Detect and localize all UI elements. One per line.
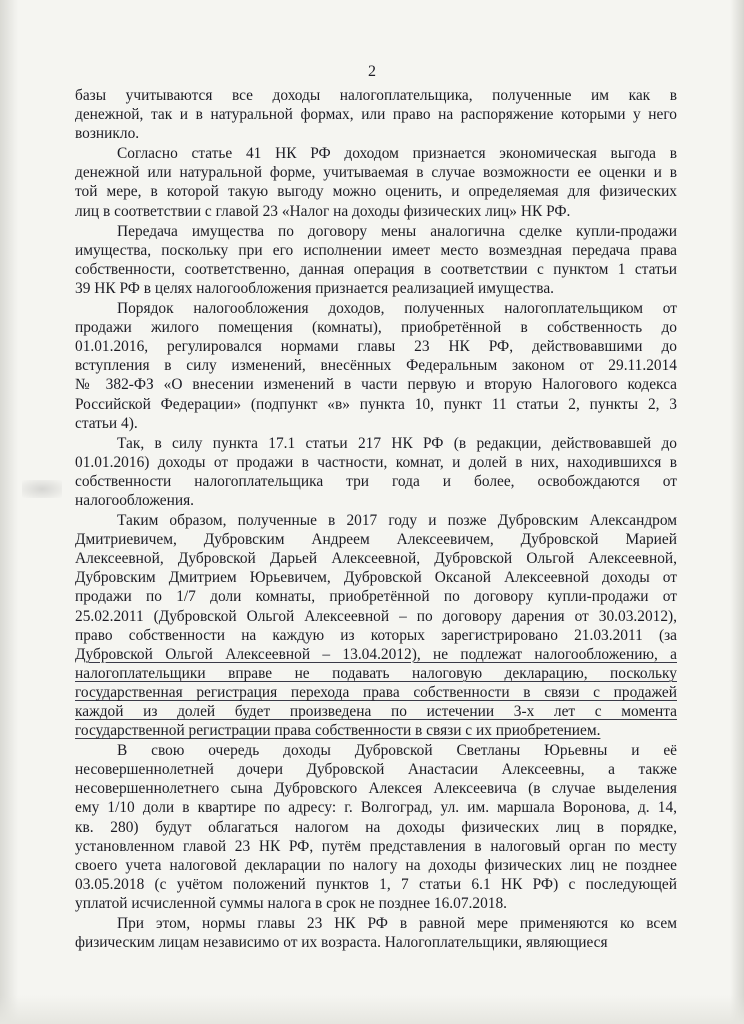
document-body [75, 86, 677, 953]
text-line: Российской Федерации» (подпункт «в» пункта 10, пункт 11 статьи 2, пункты 2, 3 [75, 395, 677, 413]
text-line: В свою очередь доходы Дубровской Светланы Юрьевны и её [117, 742, 677, 760]
text-line: государственной регистрации права собственности в связи с их приобретением. [75, 722, 601, 740]
paragraph [75, 511, 677, 740]
text-line: Таким образом, полученные в 2017 году и позже Дубровским Александром [117, 512, 677, 530]
text-line: денежной, так и в натуральной формах, или право на распоряжение которыми у него [75, 106, 677, 124]
text-line: той мере, в которой такую выгоду можно оценить, и определяемая для физических [75, 183, 677, 201]
text-line: Порядок налогообложения доходов, полученных налогоплательщиком от [117, 300, 677, 318]
paragraph [75, 86, 677, 143]
text-line: денежной или натуральной форме, учитываемая в случае возможности ее оценки и в [75, 164, 677, 182]
scan-smudge-mark [22, 480, 62, 498]
text-line: право собственности на каждую из которых зарегистрировано 21.03.2011 (за [75, 626, 677, 644]
text-line: Так, в силу пункта 17.1 статьи 217 НК РФ (в редакции, действовавшей до [117, 434, 677, 452]
paragraph [75, 434, 677, 510]
text-line: Дубровским Дмитрием Юрьевичем, Дубровской Оксаной Алексеевной доходы от [75, 569, 677, 587]
text-line: Алексеевной, Дубровской Дарьей Алексеевной, Дубровской Ольгой Алексеевной, [75, 550, 677, 568]
text-line: 01.01.2016) доходы от продажи в частности, комнат, и долей в них, находившихся в [75, 453, 677, 471]
scan-bottom-shadow [0, 995, 744, 1024]
text-line: физическим лицам независимо от их возраста. Налогоплательщики, являющиеся [75, 934, 608, 952]
text-line: базы учитываются все доходы налогоплательщика, полученные им как в [75, 87, 677, 104]
text-line: Передача имущества по договору мены аналогична сделке купли-продажи [117, 222, 677, 240]
scan-edge-shadow-right [730, 0, 744, 1024]
scan-edge-shadow-left [0, 0, 18, 1024]
paragraph [75, 741, 677, 913]
text-line: статьи 4). [75, 414, 138, 432]
text-line: вступления в силу изменений, внесённых Федеральным законом от 29.11.2014 [75, 357, 677, 375]
text-line: собственности налогоплательщика три года и более, освобождаются от [75, 472, 677, 490]
text-line: государственная регистрация перехода права собственности в связи с продажей [75, 683, 677, 701]
text-line: кв. 280) будут облагаться налогом на доходы физических лиц в порядке, [75, 818, 677, 836]
text-line: № 382-ФЗ «О внесении изменений в части первую и вторую Налогового кодекса [75, 376, 677, 394]
text-line: ему 1/10 доли в квартире по адресу: г. Волгоград, ул. им. маршала Воронова, д. 14, [75, 799, 677, 817]
text-line: уплатой исчисленной суммы налога в срок не позднее 16.07.2018. [75, 894, 508, 912]
text-line: Дубровской Ольгой Алексеевной – 13.04.2012), не подлежат налогообложению, а [75, 645, 677, 663]
text-line: налогоплательщики вправе не подавать налоговую декларацию, поскольку [75, 664, 677, 682]
text-line: каждой из долей будет произведена по истечении 3-х лет с момента [75, 703, 677, 720]
text-line: 03.05.2018 (с учётом положений пунктов 1, 7 статьи 6.1 НК РФ) с последующей [75, 875, 677, 893]
text-line: несовершеннолетней дочери Дубровской Анастасии Алексеевны, а также [75, 761, 677, 779]
text-line: собственности, соответственно, данная операция в соответствии с пунктом 1 статьи [75, 260, 677, 278]
text-line: возникло. [75, 125, 140, 143]
text-line: Согласно статье 41 НК РФ доходом признается экономическая выгода в [117, 145, 677, 163]
text-line: продажи жилого помещения (комнаты), приобретённой в собственность до [75, 319, 677, 337]
text-line: 39 НК РФ в целях налогообложения признается реализацией имущества. [75, 279, 555, 297]
text-line: 01.01.2016, регулировался нормами главы 23 НК РФ, действовавшими до [75, 338, 677, 356]
text-line: своего учета налоговой декларации по налогу на доходы физических лиц не позднее [75, 856, 677, 874]
text-line: несовершеннолетнего сына Дубровского Алексея Алексеевича (в случае выделения [75, 780, 677, 798]
text-line: При этом, нормы главы 23 НК РФ в равной мере применяются ко всем [117, 915, 677, 933]
paragraph [75, 222, 677, 298]
text-line: Дмитриевичем, Дубровским Андреем Алексеевичем, Дубровской Марией [75, 531, 677, 549]
text-line: имущества, поскольку при его исполнении имеет место возмездная передача права [75, 241, 677, 259]
text-line: 25.02.2011 (Дубровской Ольгой Алексеевной – по договору дарения от 30.03.2012), [75, 607, 677, 625]
page-number: 2 [368, 63, 376, 80]
text-line: продажи по 1/7 доли комнаты, приобретённой по договору купли-продажи от [75, 588, 677, 606]
text-line: лиц в соответствии с главой 23 «Налог на доходы физических лиц» НК РФ. [75, 202, 571, 220]
paragraph [75, 144, 677, 220]
paragraph [75, 914, 677, 952]
text-line: налогообложения. [75, 491, 194, 509]
text-line: установленном главой 23 НК РФ, путём представления в налоговый орган по месту [75, 837, 677, 855]
paragraph [75, 299, 677, 433]
